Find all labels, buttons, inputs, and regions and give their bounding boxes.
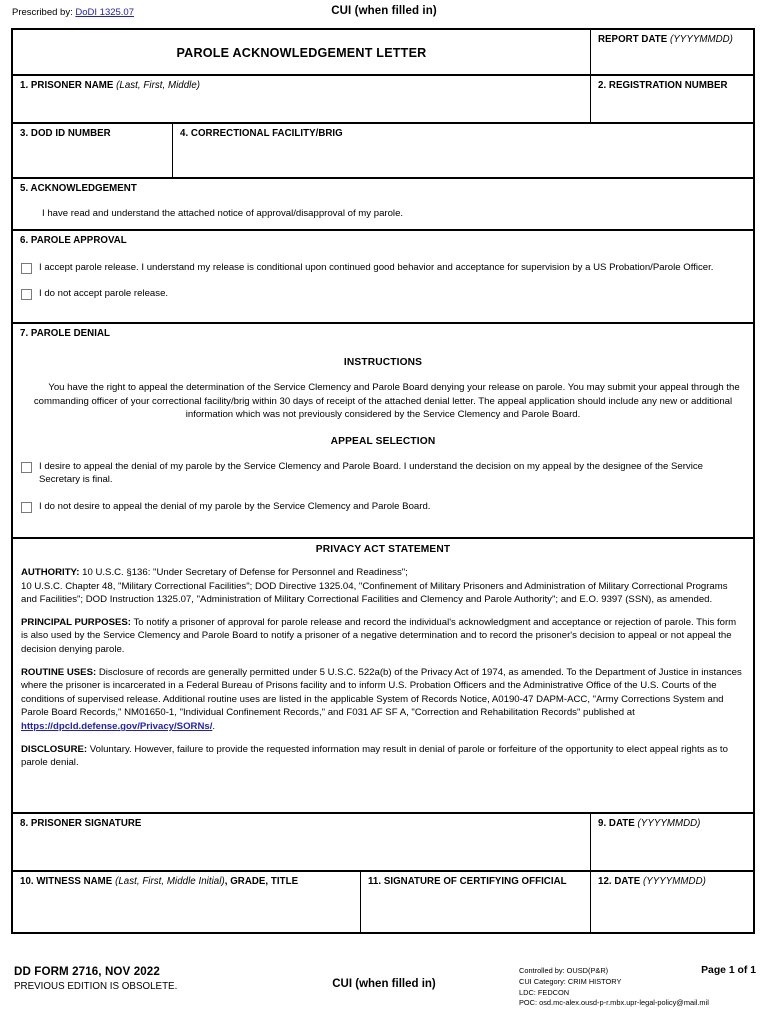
appeal-option-decline-label: I do not desire to appeal the denial of my parole by the Service Clemency and Parole Board. [39, 500, 431, 512]
registration-number-label: 2. REGISTRATION NUMBER [598, 80, 728, 91]
prisoner-name-cell[interactable] [13, 76, 590, 122]
appeal-option-desire[interactable] [20, 460, 746, 487]
report-date-cell[interactable] [590, 30, 753, 74]
ldc-marking: LDC: FEDCON [519, 987, 570, 997]
date-9-label: 9. DATE (YYYYMMDD) [598, 818, 701, 829]
previous-edition-notice: PREVIOUS EDITION IS OBSOLETE. [14, 981, 178, 992]
parole-denial-row [13, 324, 753, 539]
date-9-cell[interactable] [590, 814, 753, 870]
registration-number-cell[interactable] [590, 76, 753, 122]
poc-email: POC: osd.mc-alex.ousd-p-r.mbx.upr-legal-policy@mail.mil [519, 998, 709, 1008]
dodi-reference-link[interactable]: DoDI 1325.07 [75, 7, 134, 18]
page-number: Page 1 of 1 [701, 965, 756, 976]
parole-approval-option-accept-label: I accept parole release. I understand my release is conditional upon continued good behavior and acceptance for supervision by a US Probation/Parole Officer. [39, 262, 714, 273]
acknowledgement-cell [13, 179, 753, 229]
dodid-facility-row [13, 124, 753, 179]
privacy-principal-purposes-text: To notify a prisoner of approval for parole release and record the individual's acknowledgment and acceptance or rejection of parole. This form is also used by the Service Clemency and Parole Board to notify a prisoner of a negative determination and to record the prisoner's decision to appeal or not appeal the decision denying parole. [21, 616, 737, 656]
prescribed-by-label: Prescribed by: [12, 7, 76, 18]
privacy-authority-text-2: 10 U.S.C. Chapter 48, "Military Correctional Facilities"; DOD Directive 1325.04, "Confinement of Military Prisoners and Administration of Military Correctional Programs and Facilities"; DOD Instruction 1325.07, "Administration of Military Correctional Facilities and Clemency and Parole Authority"; and E.O. 9397 (SSN), as amended. [21, 580, 728, 606]
privacy-routine-uses-paragraph [21, 666, 745, 734]
controlled-by: Controlled by: OUSD(P&R) [519, 966, 609, 975]
privacy-disclosure-text: Voluntary. However, failure to provide the requested information may result in denial of parole or forfeiture of the opportunity to elect appeal rights as to parole denial. [21, 743, 728, 769]
report-date-label: REPORT DATE (YYYYMMDD) [598, 34, 733, 45]
witness-name-hint: (Last, First, Middle Initial) [115, 876, 225, 887]
facility-label: 4. CORRECTIONAL FACILITY/BRIG [180, 128, 343, 139]
privacy-routine-uses-text: Disclosure of records are generally permitted under 5 U.S.C. 522a(b) of the Privacy Act of 1974, as amended. To the Department of Justice in instances where the prisoner is incarcerated in a Federal Bureau of Prisons facility and to inform U.S. Probation Officers and the Administrative Office of the U.S. Courts of the conditions of supervised release. Additional routine uses are listed in the applicable System of Records Notice, A0190-47 DAPM-ACC, "Army Corrections System and Parole Board Records," NM01650-1, "Individual Confinement Records," and F031 AF SF A, "Correction and Rehabilitation Records" published at [21, 666, 742, 719]
privacy-disclosure-paragraph [21, 743, 745, 770]
form-number: DD FORM 2716, NOV 2022 [14, 965, 160, 978]
parole-approval-option-accept[interactable] [20, 261, 746, 274]
title-row [13, 30, 753, 76]
privacy-routine-uses-label: ROUTINE USES: [21, 666, 97, 678]
form-title-cell [13, 30, 590, 74]
privacy-routine-uses-text-end: . [212, 721, 216, 733]
cui-category: CUI Category: CRIM HISTORY [519, 976, 622, 986]
prisoner-name-hint: (Last, First, Middle) [116, 80, 201, 91]
privacy-disclosure-label: DISCLOSURE: [21, 743, 88, 755]
prisoner-registration-row [13, 76, 753, 124]
appeal-option-desire-label: I desire to appeal the denial of my parole by the Service Clemency and Parole Board. I understand the decision on my appeal by the designee of the Service Secretary is final. [39, 460, 703, 486]
prisoner-signature-cell[interactable] [13, 814, 590, 870]
sorns-url-link[interactable]: https://dpcld.defense.gov/Privacy/SORNs/ [21, 721, 213, 733]
witness-certifying-row [13, 872, 753, 932]
form-body [11, 28, 755, 934]
acknowledgement-row [13, 179, 753, 231]
date-12-format: (YYYYMMDD) [642, 876, 706, 887]
report-date-format: (YYYYMMDD) [670, 34, 733, 45]
prisoner-signature-row [13, 814, 753, 872]
date-9-format: (YYYYMMDD) [637, 818, 701, 829]
page-title: PAROLE ACKNOWLEDGEMENT LETTER [176, 45, 427, 60]
privacy-act-row [13, 539, 753, 814]
certifying-official-label: 11. SIGNATURE OF CERTIFYING OFFICIAL [368, 876, 567, 887]
appeal-selection-heading: APPEAL SELECTION [330, 435, 436, 447]
privacy-act-heading: PRIVACY ACT STATEMENT [315, 544, 451, 555]
privacy-act-cell [13, 539, 753, 812]
checkbox-decline-appeal[interactable] [21, 502, 32, 513]
witness-name-label: 10. WITNESS NAME (Last, First, Middle Initial), GRADE, TITLE [20, 876, 299, 887]
prisoner-signature-label: 8. PRISONER SIGNATURE [20, 818, 142, 829]
cui-footer-marking: CUI (when filled in) [332, 978, 436, 990]
privacy-authority-paragraph [21, 566, 745, 607]
instructions-heading: INSTRUCTIONS [343, 357, 423, 368]
acknowledgement-label: 5. ACKNOWLEDGEMENT [20, 183, 137, 194]
privacy-principal-purposes-paragraph [21, 616, 745, 657]
cui-header-marking: CUI (when filled in) [331, 5, 437, 17]
witness-name-cell[interactable] [13, 872, 360, 932]
parole-approval-row [13, 231, 753, 324]
checkbox-accept-parole[interactable] [21, 263, 32, 274]
cui-control-block [519, 966, 709, 1009]
acknowledgement-text: I have read and understand the attached notice of approval/disapproval of my parole. [42, 208, 404, 219]
checkbox-decline-parole[interactable] [21, 289, 32, 300]
parole-approval-option-decline-label: I do not accept parole release. [39, 288, 169, 300]
privacy-authority-label: AUTHORITY: [21, 567, 80, 578]
appeal-option-decline[interactable] [20, 500, 746, 513]
date-12-cell[interactable] [590, 872, 753, 932]
witness-name-label-tail: , GRADE, TITLE [224, 876, 299, 887]
privacy-authority-text-1: 10 U.S.C. §136: "Under Secretary of Defense for Personnel and Readiness"; [79, 567, 408, 578]
date-12-label: 12. DATE (YYYYMMDD) [598, 876, 706, 887]
top-header-strip [0, 5, 768, 25]
prisoner-name-label: 1. PRISONER NAME (Last, First, Middle) [20, 80, 201, 91]
certifying-official-cell[interactable] [360, 872, 590, 932]
dod-id-label: 3. DOD ID NUMBER [20, 128, 111, 139]
parole-approval-option-decline[interactable] [20, 287, 746, 300]
page-footer [0, 965, 768, 1015]
instructions-text: You have the right to appeal the determination of the Service Clemency and Parole Board denying your release on parole. You may submit your appeal through the commanding officer of your correctional facility/brig within 30 days of receipt of the attached denial letter. The appeal application should include any new or additional information which was not previously considered by the Service Clemency and Parole Board. [33, 382, 740, 421]
facility-cell[interactable] [172, 124, 753, 177]
dod-id-cell[interactable] [13, 124, 172, 177]
parole-denial-cell [13, 324, 753, 537]
parole-denial-label: 7. PAROLE DENIAL [20, 328, 110, 339]
privacy-principal-purposes-label: PRINCIPAL PURPOSES: [21, 616, 131, 628]
parole-approval-label: 6. PAROLE APPROVAL [20, 235, 127, 246]
checkbox-desire-appeal[interactable] [21, 462, 32, 473]
parole-approval-cell [13, 231, 753, 322]
